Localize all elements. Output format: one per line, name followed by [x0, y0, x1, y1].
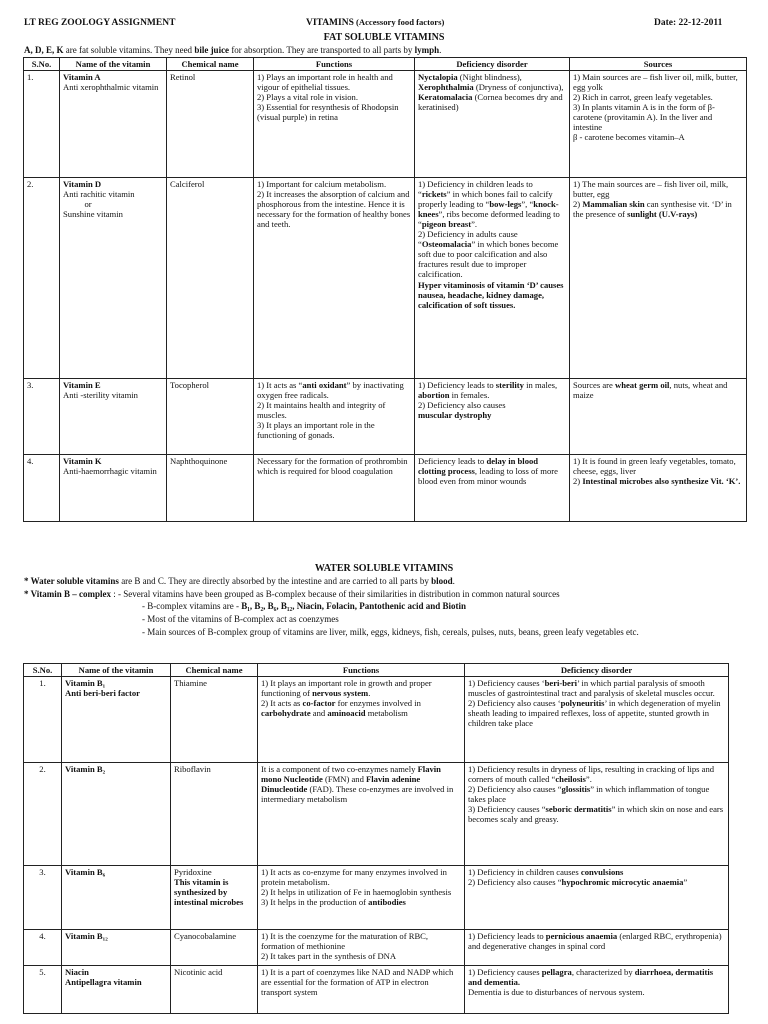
fat-intro: A, D, E, K are fat soluble vitamins. They need bile juice for absorption. They are transported to all parts by lymph. — [24, 45, 442, 55]
col-header: Functions — [254, 58, 415, 71]
col-header: Chemical name — [171, 664, 258, 677]
deficiency-cell: 1) Deficiency in children causes convulsions 2) Deficiency also causes “hypochromic microcytic anaemia” — [465, 866, 729, 930]
col-header: Functions — [258, 664, 465, 677]
vitamin-name-cell: Vitamin E Anti -sterility vitamin — [60, 379, 167, 455]
col-header: Name of the vitamin — [60, 58, 167, 71]
sno-cell: 3. — [24, 379, 60, 455]
functions-cell: 1) It acts as “anti oxidant” by inactivating oxygen free radicals. 2) It maintains health and integrity of muscles. 3) It plays an important role in the functioning of gonads. — [254, 379, 415, 455]
chemical-name-cell: Naphthoquinone — [167, 455, 254, 522]
table-row — [24, 379, 747, 455]
sources-cell: 1) Main sources are – fish liver oil, milk, butter, egg yolk 2) Rich in carrot, green leafy vegetables. 3) In plants vitamin A is in the form of β-carotene (provitamin A). In the liver and intestine β - carotene becomes vitamin–A — [570, 71, 747, 178]
functions-cell: 1) It is the coenzyme for the maturation of RBC, formation of methionine 2) It takes part in the synthesis of DNA — [258, 930, 465, 966]
table-header-row — [24, 58, 747, 71]
sno-cell: 1. — [24, 677, 62, 763]
table-row — [24, 455, 747, 522]
chemical-name-cell: Cyanocobalamine — [171, 930, 258, 966]
table-row — [24, 71, 747, 178]
sources-cell: 1) The main sources are – fish liver oil, milk, butter, egg 2) Mammalian skin can synthesise vit. ‘D’ in the presence of sunlight (U.V-rays) — [570, 178, 747, 379]
water-line-3: - B-complex vitamins are - B₁, B₂, B₆, B₁₂, Niacin, Folacin, Pantothenic acid and Biotin — [142, 601, 467, 611]
deficiency-cell: 1) Deficiency in children leads to “rickets” in which bones fail to calcify properly leading to “bow-legs”, “knock-knees”, ribs become deformed leading to “pigeon breast”. 2) Deficiency in adults cause “Osteomalacia” in which bones become soft due to poor calcification and also fractures result due to improper calcification. Hyper vitaminosis of vitamin ‘D’ causes nausea, headache, kidney damage, calcification of soft tissues. — [415, 178, 570, 379]
sources-cell: 1) It is found in green leafy vegetables, tomato, cheese, eggs, liver 2) Intestinal microbes also synthesize Vit. ‘K’. — [570, 455, 747, 522]
deficiency-cell: 1) Deficiency causes ‘beri-beri’ in which partial paralysis of smooth muscles of gastrointestinal tract and paralysis of skeletal muscles occur. 2) Deficiency also causes ‘polyneuritis’ in which degeneration of myelin sheath leading to impaired reflexes, loss of appetite, stunted growth in children take place — [465, 677, 729, 763]
functions-cell: Necessary for the formation of prothrombin which is required for blood coagulation — [254, 455, 415, 522]
vitamin-name-cell: Vitamin A Anti xerophthalmic vitamin — [60, 71, 167, 178]
header-title: VITAMINS (Accessory food factors) — [306, 17, 445, 28]
water-line-4: - Most of the vitamins of B-complex act as coenzymes — [142, 614, 339, 624]
table-row — [24, 966, 729, 1014]
sno-cell: 3. — [24, 866, 62, 930]
chemical-name-cell: Calciferol — [167, 178, 254, 379]
col-header: Sources — [570, 58, 747, 71]
vitamin-name-cell: Niacin Antipellagra vitamin — [62, 966, 171, 1014]
chemical-name-cell: Pyridoxine This vitamin is synthesized by intestinal microbes — [171, 866, 258, 930]
table-row — [24, 178, 747, 379]
functions-cell: 1) It acts as co-enzyme for many enzymes involved in protein metabolism. 2) It helps in utilization of Fe in haemoglobin synthesis 3) It helps in the production of antibodies — [258, 866, 465, 930]
deficiency-cell: 1) Deficiency causes pellagra, characterized by diarrhoea, dermatitis and dementia. Dementia is due to disturbances of nervous system. — [465, 966, 729, 1014]
chemical-name-cell: Nicotinic acid — [171, 966, 258, 1014]
sno-cell: 5. — [24, 966, 62, 1014]
vitamin-name-cell: Vitamin D Anti rachitic vitamin or Sunshine vitamin — [60, 178, 167, 379]
col-header: Deficiency disorder — [415, 58, 570, 71]
table-row — [24, 763, 729, 866]
functions-cell: 1) Important for calcium metabolism. 2) It increases the absorption of calcium and phosphorous from the intestine. Hence it is necessary for the formation of healthy bones and teeth. — [254, 178, 415, 379]
deficiency-cell: 1) Deficiency leads to pernicious anaemia (enlarged RBC, erythropenia) and degenerative changes in spinal cord — [465, 930, 729, 966]
functions-cell: 1) It is a part of coenzymes like NAD and NADP which are essential for the formation of ATP in electron transport system — [258, 966, 465, 1014]
chemical-name-cell: Retinol — [167, 71, 254, 178]
col-header: Chemical name — [167, 58, 254, 71]
water-line-2: * Vitamin B – complex : - Several vitamins have been grouped as B-complex because of their similarities in distribution in common natural sources — [24, 589, 560, 599]
vitamin-name-cell: Vitamin B₆ — [62, 866, 171, 930]
sources-cell: Sources are wheat germ oil, nuts, wheat and maize — [570, 379, 747, 455]
sno-cell: 4. — [24, 455, 60, 522]
deficiency-cell: 1) Deficiency leads to sterility in males, abortion in females. 2) Deficiency also causes muscular dystrophy — [415, 379, 570, 455]
vitamin-name-cell: Vitamin B₁ Anti beri-beri factor — [62, 677, 171, 763]
fat-title: FAT SOLUBLE VITAMINS — [323, 32, 445, 43]
deficiency-cell: Deficiency leads to delay in blood clotting process, leading to loss of more blood even from minor wounds — [415, 455, 570, 522]
table-header-row — [24, 664, 729, 677]
sno-cell: 4. — [24, 930, 62, 966]
vitamin-name-cell: Vitamin B₂ — [62, 763, 171, 866]
functions-cell: 1) It plays an important role in growth and proper functioning of nervous system. 2) It acts as co-factor for enzymes involved in carbohydrate and aminoacid metabolism — [258, 677, 465, 763]
water-title: WATER SOLUBLE VITAMINS — [314, 563, 454, 574]
functions-cell: 1) Plays an important role in health and vigour of epithelial tissues. 2) Plays a vital role in vision. 3) Essential for resynthesis of Rhodopsin (visual purple) in retina — [254, 71, 415, 178]
sno-cell: 1. — [24, 71, 60, 178]
col-header: Name of the vitamin — [62, 664, 171, 677]
header-date: Date: 22-12-2011 — [654, 18, 723, 28]
deficiency-cell: 1) Deficiency results in dryness of lips, resulting in cracking of lips and corners of mouth called “cheilosis”. 2) Deficiency also causes “glossitis” in which inflammation of tongue takes place 3) Deficiency causes “seboric dermatitis” in which skin on nose and ears becomes scaly and greasy. — [465, 763, 729, 866]
chemical-name-cell: Tocopherol — [167, 379, 254, 455]
col-header: Deficiency disorder — [465, 664, 729, 677]
sno-cell: 2. — [24, 763, 62, 866]
page-header — [24, 18, 744, 32]
vitamin-name-cell: Vitamin B₁₂ — [62, 930, 171, 966]
vitamin-name-cell: Vitamin K Anti-haemorrhagic vitamin — [60, 455, 167, 522]
col-header: S.No. — [24, 664, 62, 677]
functions-cell: It is a component of two co-enzymes namely Flavin mono Nucleotide (FMN) and Flavin adenine Dinucleotide (FAD). These co-enzymes are involved in intermediary metabolism — [258, 763, 465, 866]
header-left: LT REG ZOOLOGY ASSIGNMENT — [24, 18, 176, 28]
table-row — [24, 866, 729, 930]
water-line-1: * Water soluble vitamins are B and C. They are directly absorbed by the intestine and are carried to all parts by blood. — [24, 576, 455, 586]
fat-soluble-table — [23, 57, 747, 522]
table-row — [24, 930, 729, 966]
chemical-name-cell: Riboflavin — [171, 763, 258, 866]
sno-cell: 2. — [24, 178, 60, 379]
table-row — [24, 677, 729, 763]
water-soluble-table — [23, 663, 729, 1014]
col-header: S.No. — [24, 58, 60, 71]
deficiency-cell: Nyctalopia (Night blindness), Xerophthalmia (Dryness of conjunctiva), Keratomalacia (Cornea becomes dry and keratinised) — [415, 71, 570, 178]
water-line-5: - Main sources of B-complex group of vitamins are liver, milk, eggs, kidneys, fish, cereals, pulses, nuts, beans, green leafy vegetables etc. — [142, 627, 639, 637]
chemical-name-cell: Thiamine — [171, 677, 258, 763]
